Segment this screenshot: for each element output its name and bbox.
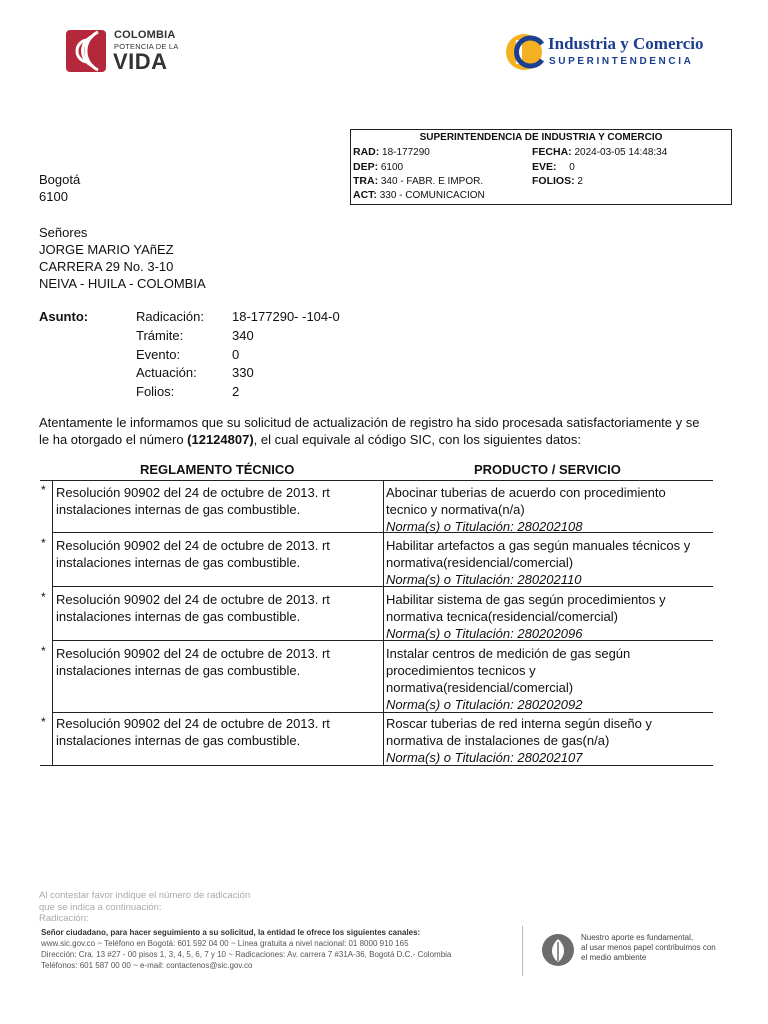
asunto-value-actuacion: 330 (232, 365, 254, 380)
table-row-producto (386, 591, 666, 642)
table-row-producto (386, 715, 652, 766)
rad-field (353, 146, 430, 158)
producto-line: normativa tecnica(residencial/comercial) (386, 609, 618, 624)
producto-line: procedimientos tecnicos y (386, 663, 536, 678)
row-marker: * (41, 715, 46, 729)
footer-address-line: Dirección: Cra. 13 #27 - 00 pisos 1, 3, 4, 5, 6, 7 y 10 ~ Radicaciones: Av. carrera 7 #31A-36, Bogotá D.C.- Colombia (41, 950, 452, 959)
salutation: Señores (39, 225, 88, 240)
asunto-key-tramite: Trámite: (136, 328, 184, 343)
body-line-2-post: , el cual equivale al código SIC, con los siguientes datos: (253, 432, 582, 447)
producto-line: Instalar centros de medición de gas según (386, 646, 631, 661)
radication-box-title: SUPERINTENDENCIA DE INDUSTRIA Y COMERCIO (419, 132, 663, 143)
asunto-key-folios: Folios: (136, 384, 175, 399)
colombia-potencia-logo (66, 28, 196, 76)
reglamento-line: Resolución 90902 del 24 de octubre de 2013. rt (56, 716, 330, 731)
row-marker: * (41, 536, 46, 550)
addressee-block (39, 224, 206, 292)
norma-titulacion: Norma(s) o Titulación: 280202096 (386, 626, 583, 641)
norma-titulacion: Norma(s) o Titulación: 280202110 (386, 572, 582, 587)
reglamento-line: Resolución 90902 del 24 de octubre de 2013. rt (56, 538, 330, 553)
footer-note-2: que se indica a continuación: (39, 902, 162, 913)
norma-titulacion: Norma(s) o Titulación: 280202107 (386, 750, 583, 765)
eco-message (581, 933, 716, 963)
body-line-2 (39, 431, 729, 448)
folios-field (532, 175, 583, 187)
footer-divider (522, 926, 523, 976)
table-row-reglamento (56, 645, 330, 679)
table-column-rule (52, 480, 53, 766)
sic-logo-mark-icon (504, 30, 546, 74)
asunto-value-radicacion: 18-177290- -104-0 (232, 309, 340, 324)
eve-value: 0 (569, 162, 575, 173)
tra-label: TRA: (353, 175, 379, 187)
body-line-1: Atentamente le informamos que su solicitud de actualización de registro ha sido procesada satisfactoriamente y se (39, 415, 700, 430)
eve-label: EVE: (532, 161, 557, 173)
addressee-city: NEIVA - HUILA - COLOMBIA (39, 276, 206, 291)
sic-logo-title: Industria y Comercio (548, 34, 704, 53)
table-row-reglamento (56, 715, 330, 749)
sic-logo (504, 30, 724, 78)
col-header-producto: PRODUCTO / SERVICIO (474, 462, 621, 477)
dep-value: 6100 (380, 162, 404, 173)
producto-line: normativa(residencial/comercial) (386, 555, 574, 570)
table-column-rule (383, 480, 384, 766)
row-marker: * (41, 590, 46, 604)
body-line-2-pre: le ha otorgado el número (39, 432, 188, 447)
reglamento-line: Resolución 90902 del 24 de octubre de 2013. rt (56, 592, 330, 607)
reglamento-line: Resolución 90902 del 24 de octubre de 2013. rt (56, 485, 330, 500)
footer-channels-title: Señor ciudadano, para hacer seguimiento a su solicitud, la entidad le ofrece los siguientes canales: (41, 928, 421, 937)
asunto-label: Asunto: (39, 309, 89, 324)
table-row-producto (386, 537, 690, 588)
asunto-value-evento: 0 (232, 347, 240, 362)
sic-logo-subtitle: SUPERINTENDENCIA (549, 56, 694, 67)
radication-box (350, 129, 732, 205)
folios-label: FOLIOS: (532, 175, 575, 187)
footer-note-1: Al contestar favor indique el número de radicación (39, 890, 251, 901)
col-header-reglamento: REGLAMENTO TÉCNICO (140, 462, 295, 477)
rad-value: 18-177290 (382, 147, 430, 158)
tra-value: 340 - FABR. E IMPOR. (380, 176, 484, 187)
reglamento-line: instalaciones internas de gas combustible. (56, 663, 301, 678)
reglamento-line: instalaciones internas de gas combustible. (56, 555, 301, 570)
reglamento-line: instalaciones internas de gas combustible. (56, 733, 301, 748)
eco-line-1: Nuestro aporte es fundamental, (581, 933, 694, 942)
table-row-reglamento (56, 537, 330, 571)
asunto-key-evento: Evento: (136, 347, 181, 362)
fecha-value: 2024-03-05 14:48:34 (574, 147, 668, 158)
asunto-value-tramite: 340 (232, 328, 254, 343)
location-block (39, 171, 80, 205)
fecha-field (532, 146, 667, 158)
act-label: ACT: (353, 189, 377, 201)
reglamento-line: Resolución 90902 del 24 de octubre de 2013. rt (56, 646, 330, 661)
eco-line-2: al usar menos papel contribuimos con (581, 943, 716, 952)
logo-text-vida: VIDA (113, 49, 168, 74)
row-marker: * (41, 644, 46, 658)
producto-line: Habilitar sistema de gas según procedimientos y (386, 592, 666, 607)
folios-value: 2 (577, 176, 583, 187)
addressee-address: CARRERA 29 No. 3-10 (39, 259, 174, 274)
dependency-code: 6100 (39, 189, 68, 204)
rad-label: RAD: (353, 146, 380, 158)
tra-field (353, 175, 483, 187)
row-marker: * (41, 483, 46, 497)
table-row-producto (386, 484, 666, 535)
eco-leaf-icon (541, 932, 575, 968)
colombia-logo-mark-icon (66, 30, 106, 72)
footer-phone-line: Teléfonos: 601 587 00 00 ~ e-mail: contactenos@sic.gov.co (41, 961, 253, 970)
act-value: 330 - COMUNICACION (379, 190, 485, 201)
asunto-key-actuacion: Actuación: (136, 365, 197, 380)
eco-line-3: el medio ambiente (581, 953, 647, 962)
footer-note-3: Radicación: (39, 913, 89, 924)
addressee-name: JORGE MARIO YAñEZ (39, 242, 174, 257)
logo-text-colombia: COLOMBIA (114, 29, 176, 41)
fecha-label: FECHA: (532, 146, 572, 158)
producto-line: normativa de instalaciones de gas(n/a) (386, 733, 610, 748)
producto-line: tecnico y normativa(n/a) (386, 502, 525, 517)
asunto-key-radicacion: Radicación: (136, 309, 204, 324)
table-row-reglamento (56, 484, 330, 518)
producto-line: Abocinar tuberias de acuerdo con procedimiento (386, 485, 666, 500)
table-row-producto (386, 645, 630, 713)
sic-code: (12124807) (187, 432, 254, 447)
table-rule (40, 480, 713, 481)
eve-field (532, 161, 575, 173)
dep-field (353, 161, 403, 173)
norma-titulacion: Norma(s) o Titulación: 280202092 (386, 697, 583, 712)
act-field (353, 189, 485, 201)
city-text: Bogotá (39, 172, 81, 187)
logo-text-potencia: POTENCIA DE LA (114, 42, 179, 51)
producto-line: normativa(residencial/comercial) (386, 680, 574, 695)
dep-label: DEP: (353, 161, 379, 173)
reglamento-line: instalaciones internas de gas combustible. (56, 609, 301, 624)
table-row-reglamento (56, 591, 330, 625)
norma-titulacion: Norma(s) o Titulación: 280202108 (386, 519, 583, 534)
footer-contact-line: www.sic.gov.co ~ Teléfono en Bogotá: 601 592 04 00 ~ Línea gratuita a nivel nacional: 01 8000 910 165 (41, 939, 409, 948)
body-paragraph (39, 414, 729, 448)
producto-line: Roscar tuberias de red interna según diseño y (386, 716, 652, 731)
asunto-value-folios: 2 (232, 384, 240, 399)
reglamento-line: instalaciones internas de gas combustible. (56, 502, 301, 517)
producto-line: Habilitar artefactos a gas según manuales técnicos y (386, 538, 691, 553)
